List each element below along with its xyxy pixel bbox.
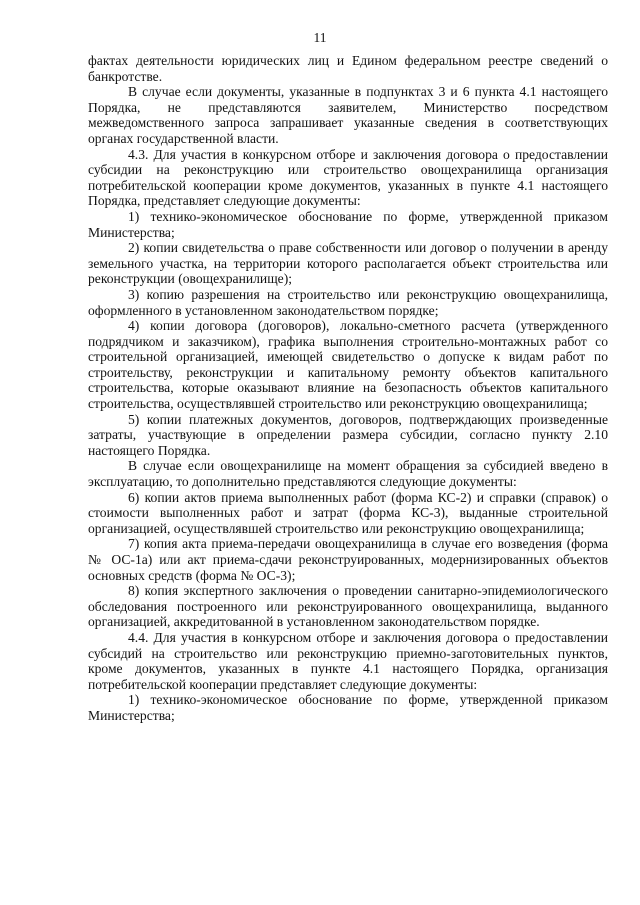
paragraph: В случае если овощехранилище на момент обращения за субсидией введено в эксплуатацию, то дополнительно представляются следующие документы:: [88, 458, 608, 490]
list-item: 3) копию разрешения на строительство или реконструкцию овощехранилища, оформленного в установленном законодательством порядке;: [88, 286, 608, 318]
paragraph: 4.3. Для участия в конкурсном отборе и заключения договора о предоставлении субсидии на реконструкцию или строительство овощехранилища организация потребительской кооперации кроме документов, указанных в пункте 4.1 настоящего Порядка, представляет следующие документы:: [88, 146, 608, 209]
list-item: 7) копия акта приема-передачи овощехранилища в случае его возведения (форма № ОС-1а) или акт приема-сдачи реконструированных, модернизированных объектов основных средств (форма № ОС-3);: [88, 536, 608, 583]
list-item: 1) технико-экономическое обоснование по форме, утвержденной приказом Министерства;: [88, 208, 608, 240]
page-number: 11: [313, 30, 327, 45]
paragraph: В случае если документы, указанные в подпунктах 3 и 6 пункта 4.1 настоящего Порядка, не представляются заявителем, Министерство посредством межведомственного запроса запрашивает указанные сведения в соответствующих органах государственной власти.: [88, 84, 608, 146]
list-item: 1) технико-экономическое обоснование по форме, утвержденной приказом Министерства;: [88, 692, 608, 723]
list-item: 8) копия экспертного заключения о проведении санитарно-эпидемиологического обследования построенного или реконструированного овощехранилища, выданного организацией, аккредитованной в установленном законодательством порядке.: [88, 583, 608, 630]
list-item: 5) копии платежных документов, договоров, подтверждающих произведенные затраты, участвующие в определении размера субсидии, согласно пункту 2.10 настоящего Порядка.: [88, 411, 608, 458]
list-item: 4) копии договора (договоров), локально-сметного расчета (утвержденного подрядчиком и заказчиком), графика выполнения строительно-монтажных работ со строительной организацией, имеющей свидетельство о допуске к видам работ по строительству, реконструкции и капитальному ремонту объектов капитального строительства, которые оказывают влияние на безопасность объектов капитального строительства, осуществлявшей строительство или реконструкцию овощехранилища;: [88, 318, 608, 412]
list-item: 2) копии свидетельства о праве собственности или договор о получении в аренду земельного участка, на территории которого располагается объект строительства или реконструкции (овощехранилище);: [88, 240, 608, 287]
document-body: [88, 53, 608, 724]
paragraph: фактах деятельности юридических лиц и Едином федеральном реестре сведений о банкротстве.: [88, 53, 608, 84]
paragraph: 4.4. Для участия в конкурсном отборе и заключения договора о предоставлении субсидий на строительство или реконструкцию приемно-заготовительных пунктов, кроме документов, указанных в пункте 4.1 настоящего Порядка, организация потребительской кооперации представляет следующие документы:: [88, 629, 608, 692]
list-item: 6) копии актов приема выполненных работ (форма КС-2) и справки (справок) о стоимости выполненных работ и затрат (форма КС-3), выданные строительной организацией, осуществлявшей строительство или реконструкцию овощехранилища;: [88, 489, 608, 536]
